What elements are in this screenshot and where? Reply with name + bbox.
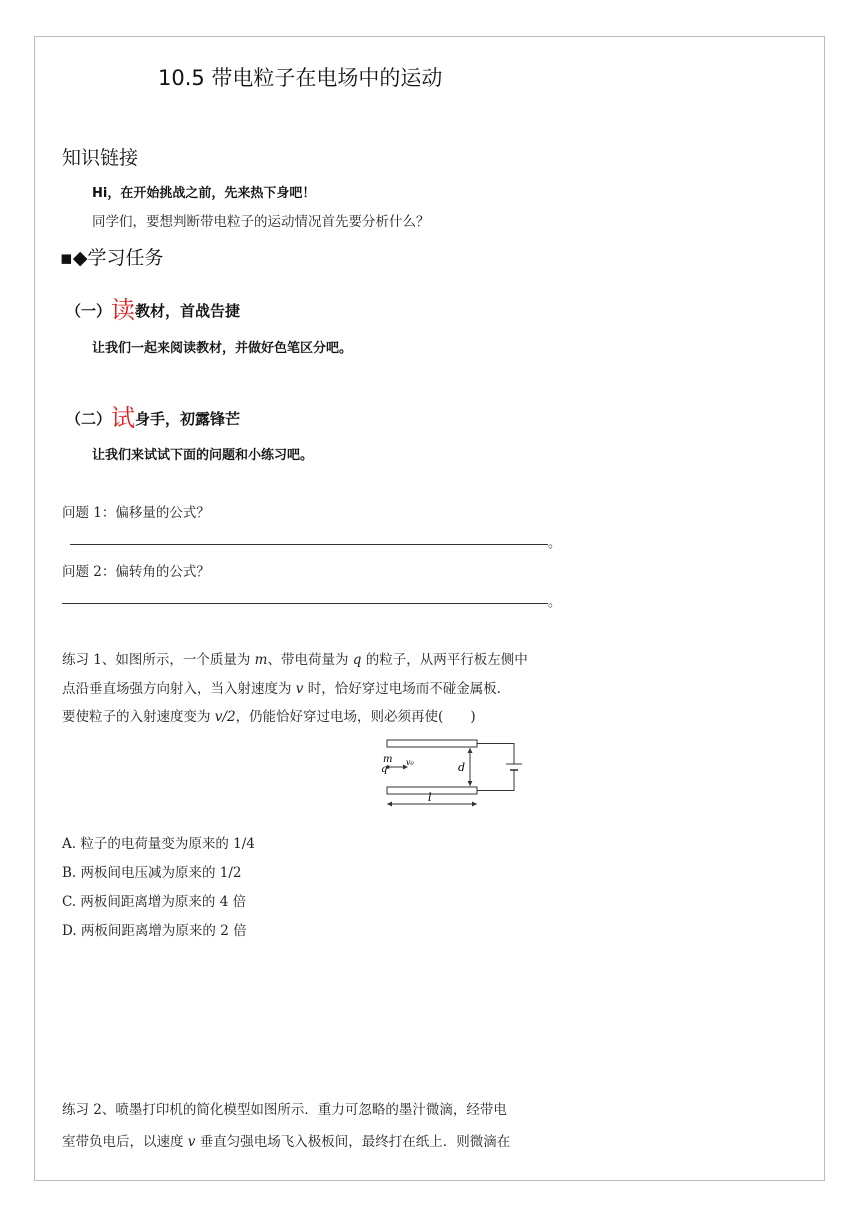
part1-rest: 教材，首战告捷: [135, 302, 241, 320]
d-arrow-up: [468, 748, 473, 753]
exercise2-line2: 室带负电后，以速度 v 垂直匀强电场飞入极板间，最终打在纸上．则微滴在: [62, 1134, 511, 1150]
exercise1-line2: 点沿垂直场强方向射入，当入射速度为 v 时，恰好穿过电场而不碰金属板．: [62, 681, 511, 697]
label-m: m: [383, 754, 393, 765]
label-l: l: [428, 791, 432, 804]
var-v2: v: [187, 1134, 196, 1150]
wire-bottom: [477, 774, 514, 791]
var-q: q: [352, 652, 362, 668]
option-c: C. 两板间距离增为原来的 4 倍: [62, 894, 247, 910]
part1-instruction: 让我们一起来阅读教材，并做好色笔区分吧。: [92, 341, 353, 356]
answer-line-2[interactable]: [62, 603, 548, 604]
knowledge-heading: 知识链接: [62, 147, 139, 169]
capacitor-figure: [372, 736, 522, 816]
part2-prefix: （二）: [66, 410, 112, 428]
part2-instruction: 让我们来试试下面的问题和小练习吧。: [92, 448, 314, 463]
option-a: A. 粒子的电荷量变为原来的 1/4: [62, 836, 255, 852]
exercise2-line1: 练习 2、喷墨打印机的简化模型如图所示．重力可忽略的墨汁微滴，经带电: [62, 1102, 507, 1118]
var-v: v: [295, 681, 304, 697]
option-b: B. 两板间电压减为原来的 1/2: [62, 865, 242, 881]
greeting-text: Hi，在开始挑战之前，先来热下身吧！: [92, 186, 316, 201]
d-arrow-down: [468, 781, 473, 786]
question-1: 问题 1：偏移量的公式？: [62, 505, 210, 521]
exercise1-line3: 要使粒子的入射速度变为 v/2，仍能恰好穿过电场，则必须再使( ): [62, 709, 476, 725]
part1-heading: [66, 290, 240, 325]
exercise1-line1: 练习 1、如图所示，一个质量为 m、带电荷量为 q 的粒子，从两平行板左侧中: [62, 652, 528, 668]
bottom-plate: [387, 787, 477, 794]
part1-big-char: 读: [111, 296, 136, 324]
part1-prefix: （一）: [66, 302, 112, 320]
page-frame: [34, 36, 825, 1181]
label-v0: v₀: [406, 758, 414, 767]
var-v-half: v/2: [214, 709, 236, 725]
question-2: 问题 2：偏转角的公式？: [62, 564, 210, 580]
page-title: 10.5 带电粒子在电场中的运动: [158, 66, 443, 90]
answer-2-period: 。: [548, 595, 562, 610]
part2-rest: 身手，初露锋芒: [135, 410, 241, 428]
answer-1-period: 。: [548, 536, 562, 551]
option-d: D. 两板间距离增为原来的 2 倍: [62, 923, 247, 939]
answer-line-1[interactable]: [70, 544, 548, 545]
tasks-heading: ▪◆学习任务: [60, 247, 164, 269]
label-q: q: [381, 764, 388, 775]
part2-heading: [66, 398, 240, 433]
var-m: m: [254, 652, 268, 668]
top-plate: [387, 740, 477, 747]
label-d: d: [458, 761, 466, 774]
part2-big-char: 试: [111, 404, 136, 432]
knowledge-question: 同学们，要想判断带电粒子的运动情况首先要分析什么？: [92, 214, 430, 230]
wire-top: [477, 744, 514, 761]
